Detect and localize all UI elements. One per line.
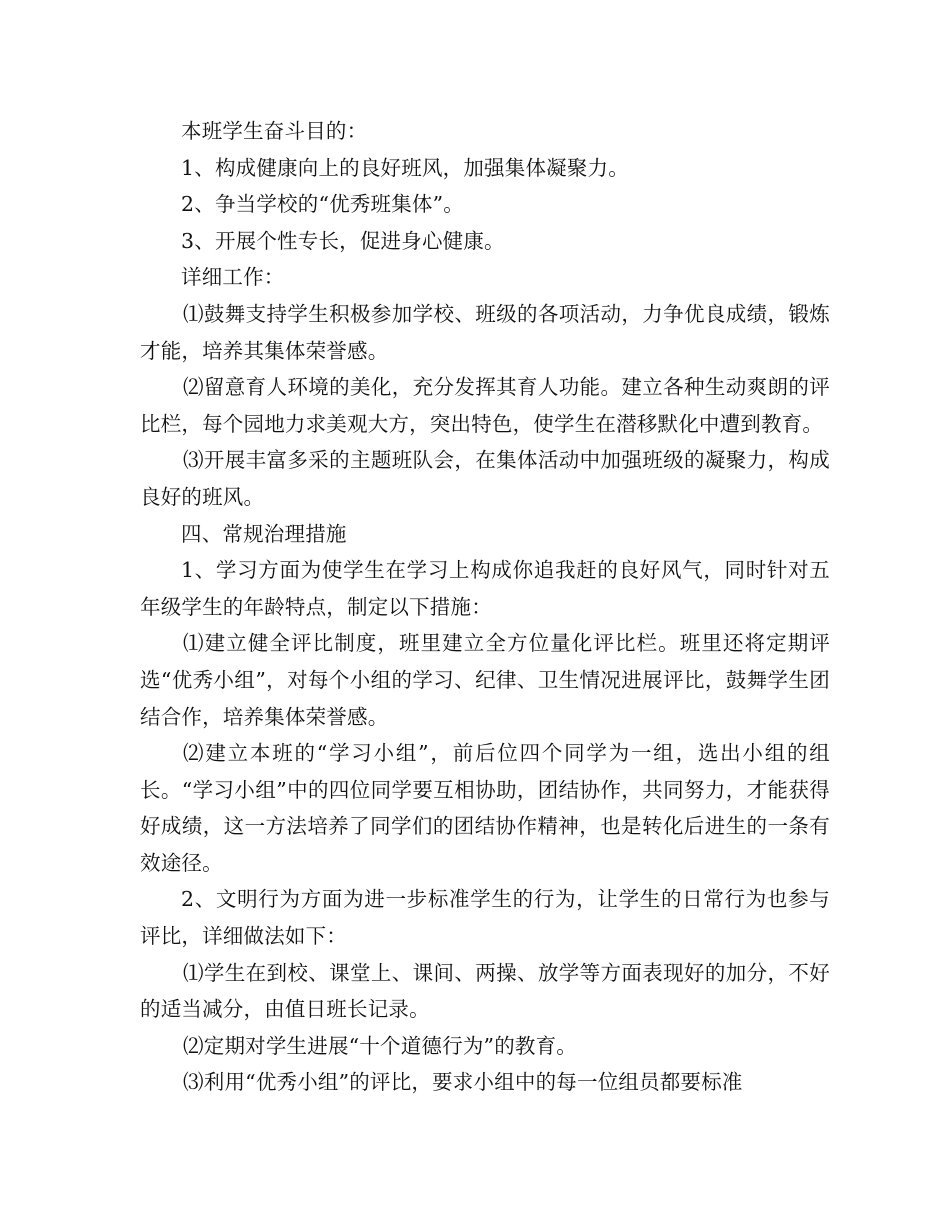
behavior-measures-intro: 2、文明行为方面为进一步标准学生的行为，让学生的日常行为也参与评比，详细做法如下： bbox=[140, 887, 830, 949]
work-item-3: ⑶开展丰富多采的主题班队会，在集体活动中加强班级的凝聚力，构成良好的班风。 bbox=[140, 448, 830, 509]
behavior-measure-2: ⑵定期对学生进展“十个道德行为”的教育。 bbox=[183, 1033, 578, 1058]
goal-item-1: 1、构成健康向上的良好班风，加强集体凝聚力。 bbox=[181, 155, 629, 180]
goal-item-2: 2、争当学校的“优秀班集体”。 bbox=[181, 192, 465, 217]
section-heading-4: 四、常规治理措施 bbox=[181, 521, 347, 546]
study-measure-1: ⑴建立健全评比制度，班里建立全方位量化评比栏。班里还将定期评选“优秀小组”，对每个小组的学习、纪律、卫生情况进展评比，鼓舞学生团结合作，培养集体荣誉感。 bbox=[140, 631, 830, 729]
work-item-1: ⑴鼓舞支持学生积极参加学校、班级的各项活动，力争优良成绩，锻炼才能，培养其集体荣誉感。 bbox=[140, 301, 830, 363]
work-item-2: ⑵留意育人环境的美化，充分发挥其育人功能。建立各种生动爽朗的评比栏，每个园地力求美观大方，突出特色，使学生在潜移默化中遭到教育。 bbox=[140, 375, 830, 436]
behavior-measure-1: ⑴学生在到校、课堂上、课间、两操、放学等方面表现好的加分，不好的适当减分，由值日班长记录。 bbox=[140, 960, 830, 1022]
document-body bbox=[140, 113, 830, 1101]
goal-heading: 本班学生奋斗目的： bbox=[181, 119, 368, 143]
study-measure-2: ⑵建立本班的“学习小组”，前后位四个同学为一组，选出小组的组长。“学习小组”中的四位同学要互相协助，团结协作，共同努力，才能获得好成绩，这一方法培养了同学们的团结协作精神，也是转化后进生的一条有效途径。 bbox=[140, 741, 830, 875]
goal-item-3: 3、开展个性专长，促进身心健康。 bbox=[181, 228, 505, 253]
work-heading: 详细工作： bbox=[181, 265, 285, 290]
study-measures-intro: 1、学习方面为使学生在学习上构成你追我赶的良好风气，同时针对五年级学生的年龄特点，制定以下措施： bbox=[140, 558, 830, 619]
behavior-measure-3: ⑶利用“优秀小组”的评比，要求小组中的每一位组员都要标准 bbox=[183, 1070, 743, 1095]
